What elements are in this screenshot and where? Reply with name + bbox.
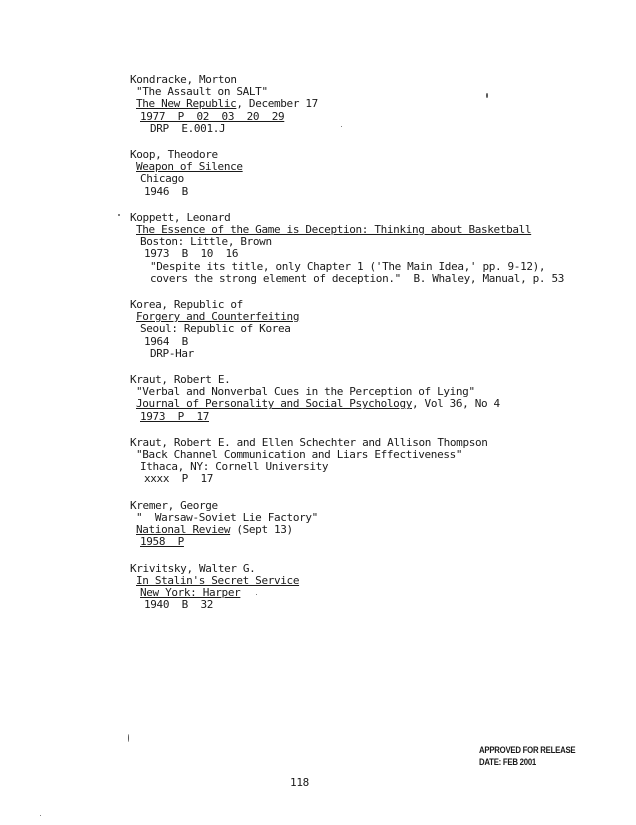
entry-location: DRP-Har xyxy=(150,346,194,360)
scan-speck xyxy=(40,815,41,816)
bibliography-entry xyxy=(130,299,610,360)
entry-title: "Back Channel Communication and Liars Effectiveness" xyxy=(136,448,463,462)
entry-author: Korea, Republic of xyxy=(130,298,243,312)
scan-speck xyxy=(341,126,342,127)
bibliography-entry xyxy=(130,149,610,198)
entry-details: 1958 P xyxy=(140,535,184,549)
entry-details: xxxx P 17 xyxy=(144,472,213,486)
entry-author: Kremer, George xyxy=(130,498,218,512)
entry-place: Chicago xyxy=(140,172,184,186)
entry-title: In Stalin's Secret Service xyxy=(136,573,300,587)
page-number: 118 xyxy=(290,776,309,789)
release-stamp-line1: APPROVED FOR RELEASE xyxy=(479,745,576,756)
bibliography-entry xyxy=(130,212,610,285)
scan-speck xyxy=(128,734,129,742)
entry-author: Koppett, Leonard xyxy=(130,210,231,224)
entry-source xyxy=(130,398,610,410)
entry-title: "The Assault on SALT" xyxy=(136,85,268,99)
entry-details: 1973 P 17 xyxy=(140,409,209,423)
entry-note-line: covers the strong element of deception." B. Whaley, Manual, p. 53 xyxy=(150,271,564,285)
bibliography-entry xyxy=(130,437,610,486)
entry-source-rest: , December 17 xyxy=(236,97,318,111)
entry-source-rest: (Sept 13) xyxy=(230,523,293,537)
bibliography-list xyxy=(130,74,610,625)
bibliography-entry xyxy=(130,563,610,612)
bibliography-entry xyxy=(130,74,610,135)
scan-speck xyxy=(118,214,120,216)
entry-details: 1977 P 02 03 20 29 xyxy=(140,109,285,123)
entry-title: "Verbal and Nonverbal Cues in the Perception of Lying" xyxy=(136,385,475,399)
bibliography-entry xyxy=(130,500,610,549)
bibliography-entry xyxy=(130,374,610,423)
entry-details: 1964 B xyxy=(144,334,188,348)
entry-publisher: New York: Harper xyxy=(140,585,241,599)
entry-source xyxy=(130,524,610,536)
entry-title: Weapon of Silence xyxy=(136,160,243,174)
scan-speck xyxy=(486,93,488,98)
entry-source-title: Journal of Personality and Social Psychology xyxy=(136,397,412,411)
entry-source-title: The New Republic xyxy=(136,97,237,111)
entry-title: The Essence of the Game is Deception: Thinking about Basketball xyxy=(136,223,532,237)
entry-author: Kraut, Robert E. and Ellen Schechter and Allison Thompson xyxy=(130,435,488,449)
scan-speck xyxy=(256,594,257,595)
entry-details: 1973 B 10 16 xyxy=(144,247,239,261)
entry-title: " Warsaw-Soviet Lie Factory" xyxy=(136,510,318,524)
entry-location: DRP E.001.J xyxy=(150,121,226,135)
entry-source-rest: , Vol 36, No 4 xyxy=(412,397,500,411)
release-stamp xyxy=(479,745,575,769)
release-stamp-line2: DATE: FEB 2001 xyxy=(479,757,537,768)
entry-author: Krivitsky, Walter G. xyxy=(130,561,256,575)
entry-publisher: Seoul: Republic of Korea xyxy=(140,322,291,336)
entry-source-title: National Review xyxy=(136,523,231,537)
entry-title: Forgery and Counterfeiting xyxy=(136,310,300,324)
entry-publisher: Boston: Little, Brown xyxy=(140,235,272,249)
entry-details: 1940 B 32 xyxy=(144,598,213,612)
entry-details: 1946 B xyxy=(144,184,188,198)
entry-publisher: Ithaca, NY: Cornell University xyxy=(140,460,329,474)
entry-source xyxy=(130,98,610,110)
entry-author: Kondracke, Morton xyxy=(130,73,237,86)
entry-author: Koop, Theodore xyxy=(130,148,218,162)
entry-note-line: "Despite its title, only Chapter 1 ('The Main Idea,' pp. 9-12), xyxy=(150,259,546,273)
entry-author: Kraut, Robert E. xyxy=(130,373,231,387)
